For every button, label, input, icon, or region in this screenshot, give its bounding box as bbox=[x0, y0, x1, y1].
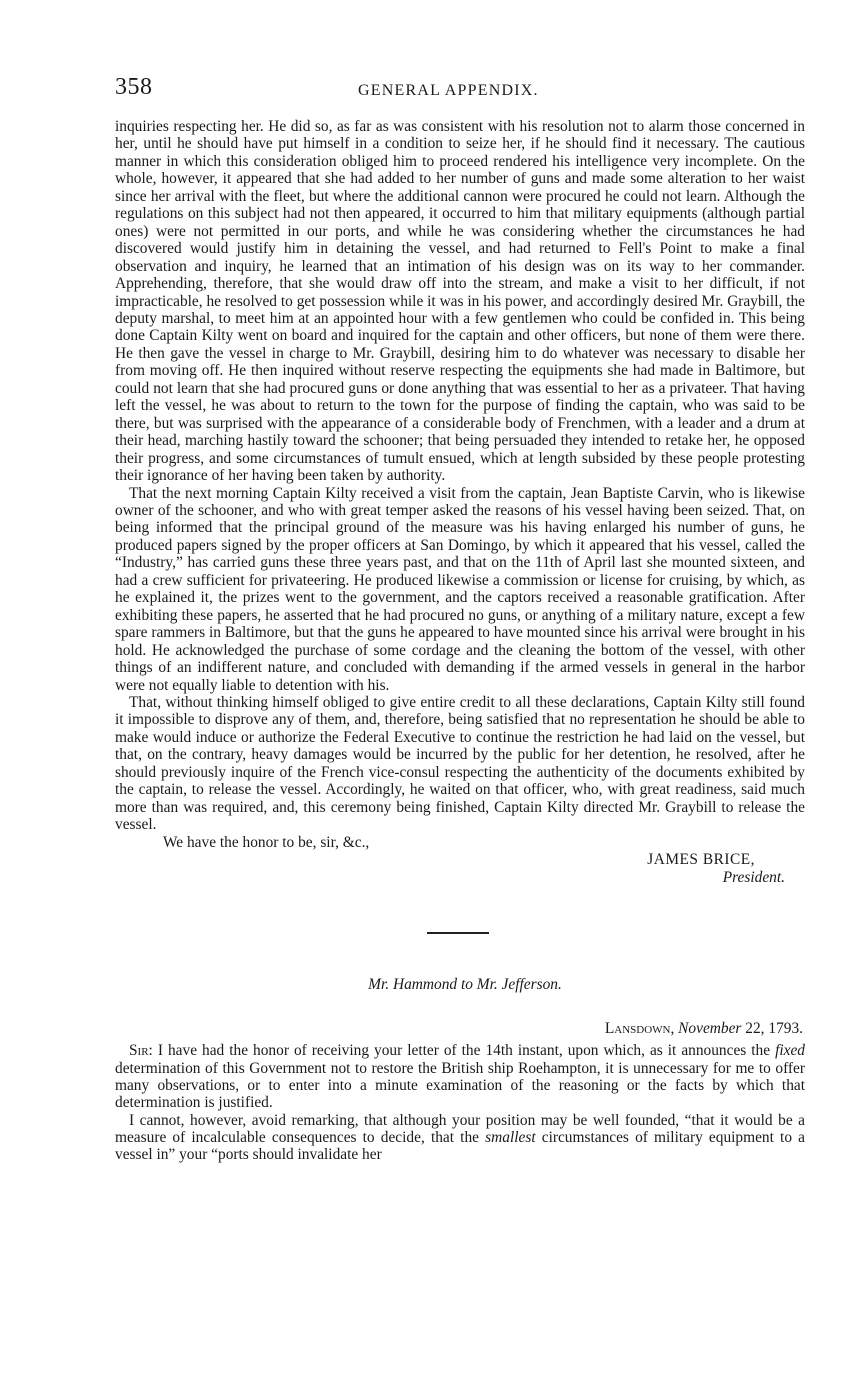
emphasis: fixed bbox=[775, 1042, 805, 1060]
text-run: circumstances of military equipment to a vessel in” your “ports should invalidate her bbox=[115, 1128, 805, 1164]
paragraph bbox=[115, 1112, 805, 1164]
signatory-name: JAMES BRICE, bbox=[647, 851, 755, 869]
signatory-office: President. bbox=[722, 868, 785, 886]
running-head bbox=[115, 70, 805, 104]
report-body bbox=[115, 118, 805, 834]
page-number: 358 bbox=[115, 74, 153, 100]
section-divider bbox=[427, 932, 489, 934]
paragraph: inquiries respecting her. He did so, as far as was consistent with his resolution not to alarm those concerned in her, until he should have put himself in a condition to seize her, if he should find it necessary. The cautious manner in which this consideration obliged him to proceed rendered his intelligence very incomplete. On the whole, however, it appeared that she had added to her number of guns and made some alteration to her waist since her arrival with the fleet, but where the additional cannon were procured he could not learn. Although the regulations on this subject had not then appeared, it occurred to him that military equipments (although partial ones) were not permitted in our ports, and while he was considering whether the circumstances he had discovered would justify him in detaining the vessel, and had returned to Fell's Point to make a final observation and inquiry, he learned that an intimation of his design was on its way to her commander. Apprehending, therefore, that she would draw off into the stream, and make a visit to her difficult, if not impracticable, he resolved to get possession while it was in his power, and accordingly desired Mr. Graybill, the deputy marshal, to meet him at an appointed hour with a few gentlemen who could be confided in. This being done Captain Kilty went on board and inquired for the captain and other officers, but none of them were there. He then gave the vessel in charge to Mr. Graybill, desiring him to do whatever was necessary to disable her from moving off. He then inquired without reserve respecting the equipments she had made in Baltimore, but could not learn that she had procured guns or done anything that was essential to her as a privateer. That having left the vessel, he was about to return to the town for the purpose of finding the captain, who was said to be there, but was surprised with the appearance of a considerable body of Frenchmen, with a leader and a drum at their head, marching hastily toward the schooner; that being persuaded they intended to retake her, he opposed their progress, and some circumstances of tumult ensued, which at length subsided by these people protesting their ignorance of her having been taken by authority. bbox=[115, 118, 805, 485]
dateline-day-year: 22, 1793. bbox=[741, 1020, 803, 1038]
document-page bbox=[115, 70, 805, 1163]
paragraph bbox=[115, 1042, 805, 1111]
dateline-place: Lansdown, bbox=[604, 1020, 675, 1038]
letter-heading: Mr. Hammond to Mr. Jefferson. bbox=[368, 976, 562, 994]
paragraph: That the next morning Captain Kilty received a visit from the captain, Jean Baptiste Carvin, who is likewise owner of the schooner, and who with great temper asked the reasons of his vessel having been seized. That, on being informed that the principal ground of the measure was his having enlarged his number of guns, he produced papers signed by the proper officers at San Domingo, by which it appeared that his vessel, called the “Industry,” has carried guns these three years past, and that on the 11th of April last she mounted sixteen, and had a crew sufficient for privateering. He produced likewise a commission or license for cruising, by which, as he explained it, the prizes went to the government, and the captors received a reasonable gratification. After exhibiting these papers, he asserted that he had procured no guns, or anything of a military nature, except a few spare rammers in Baltimore, but that the guns he appeared to have mounted since his arrival were brought in his hold. He acknowledged the purchase of some cordage and the cleaning the bottom of the vessel, with other things of an indifferent nature, and concluded with demanding if the armed vessels in general in the harbor were not equally liable to detention with his. bbox=[115, 484, 805, 694]
closing-line: We have the honor to be, sir, &c., bbox=[163, 833, 370, 851]
text-run: I cannot, however, avoid remarking, that although your position may be well founded, “that it would be a measure of incalculable consequences to decide, that the bbox=[115, 1111, 805, 1146]
running-title: GENERAL APPENDIX. bbox=[358, 82, 539, 99]
dateline-month: November bbox=[678, 1020, 742, 1038]
paragraph: That, without thinking himself obliged to give entire credit to all these declarations, Captain Kilty still found it impossible to disprove any of them, and, therefore, being satisfied that no representation he should be able to make would induce or authorize the Federal Executive to continue the restriction he had laid on the vessel, but that, on the contrary, heavy damages would be incurred by the public for her detention, he resolved, after he should previously inquire of the French vice-consul respecting the authenticity of the documents exhibited by the captain, to release the vessel. Accordingly, he waited on that officer, who, with great readiness, said much more than was required, and, this ceremony being finished, Captain Kilty directed Mr. Graybill to release the vessel. bbox=[115, 693, 805, 834]
text-run: determination of this Government not to restore the British ship Roehampton, it is unnecessary for me to offer many observations, or to enter into a minute examination of the reasoning or the facts by which that determination is justified. bbox=[115, 1059, 805, 1112]
signature-block bbox=[115, 851, 805, 886]
dateline bbox=[115, 1020, 805, 1038]
text-run: I have had the honor of receiving your letter of the 14th instant, upon which, as it announces the bbox=[152, 1042, 776, 1060]
salutation: Sir: bbox=[129, 1042, 153, 1060]
letter-body bbox=[115, 1042, 805, 1163]
emphasis: smallest bbox=[485, 1128, 536, 1146]
